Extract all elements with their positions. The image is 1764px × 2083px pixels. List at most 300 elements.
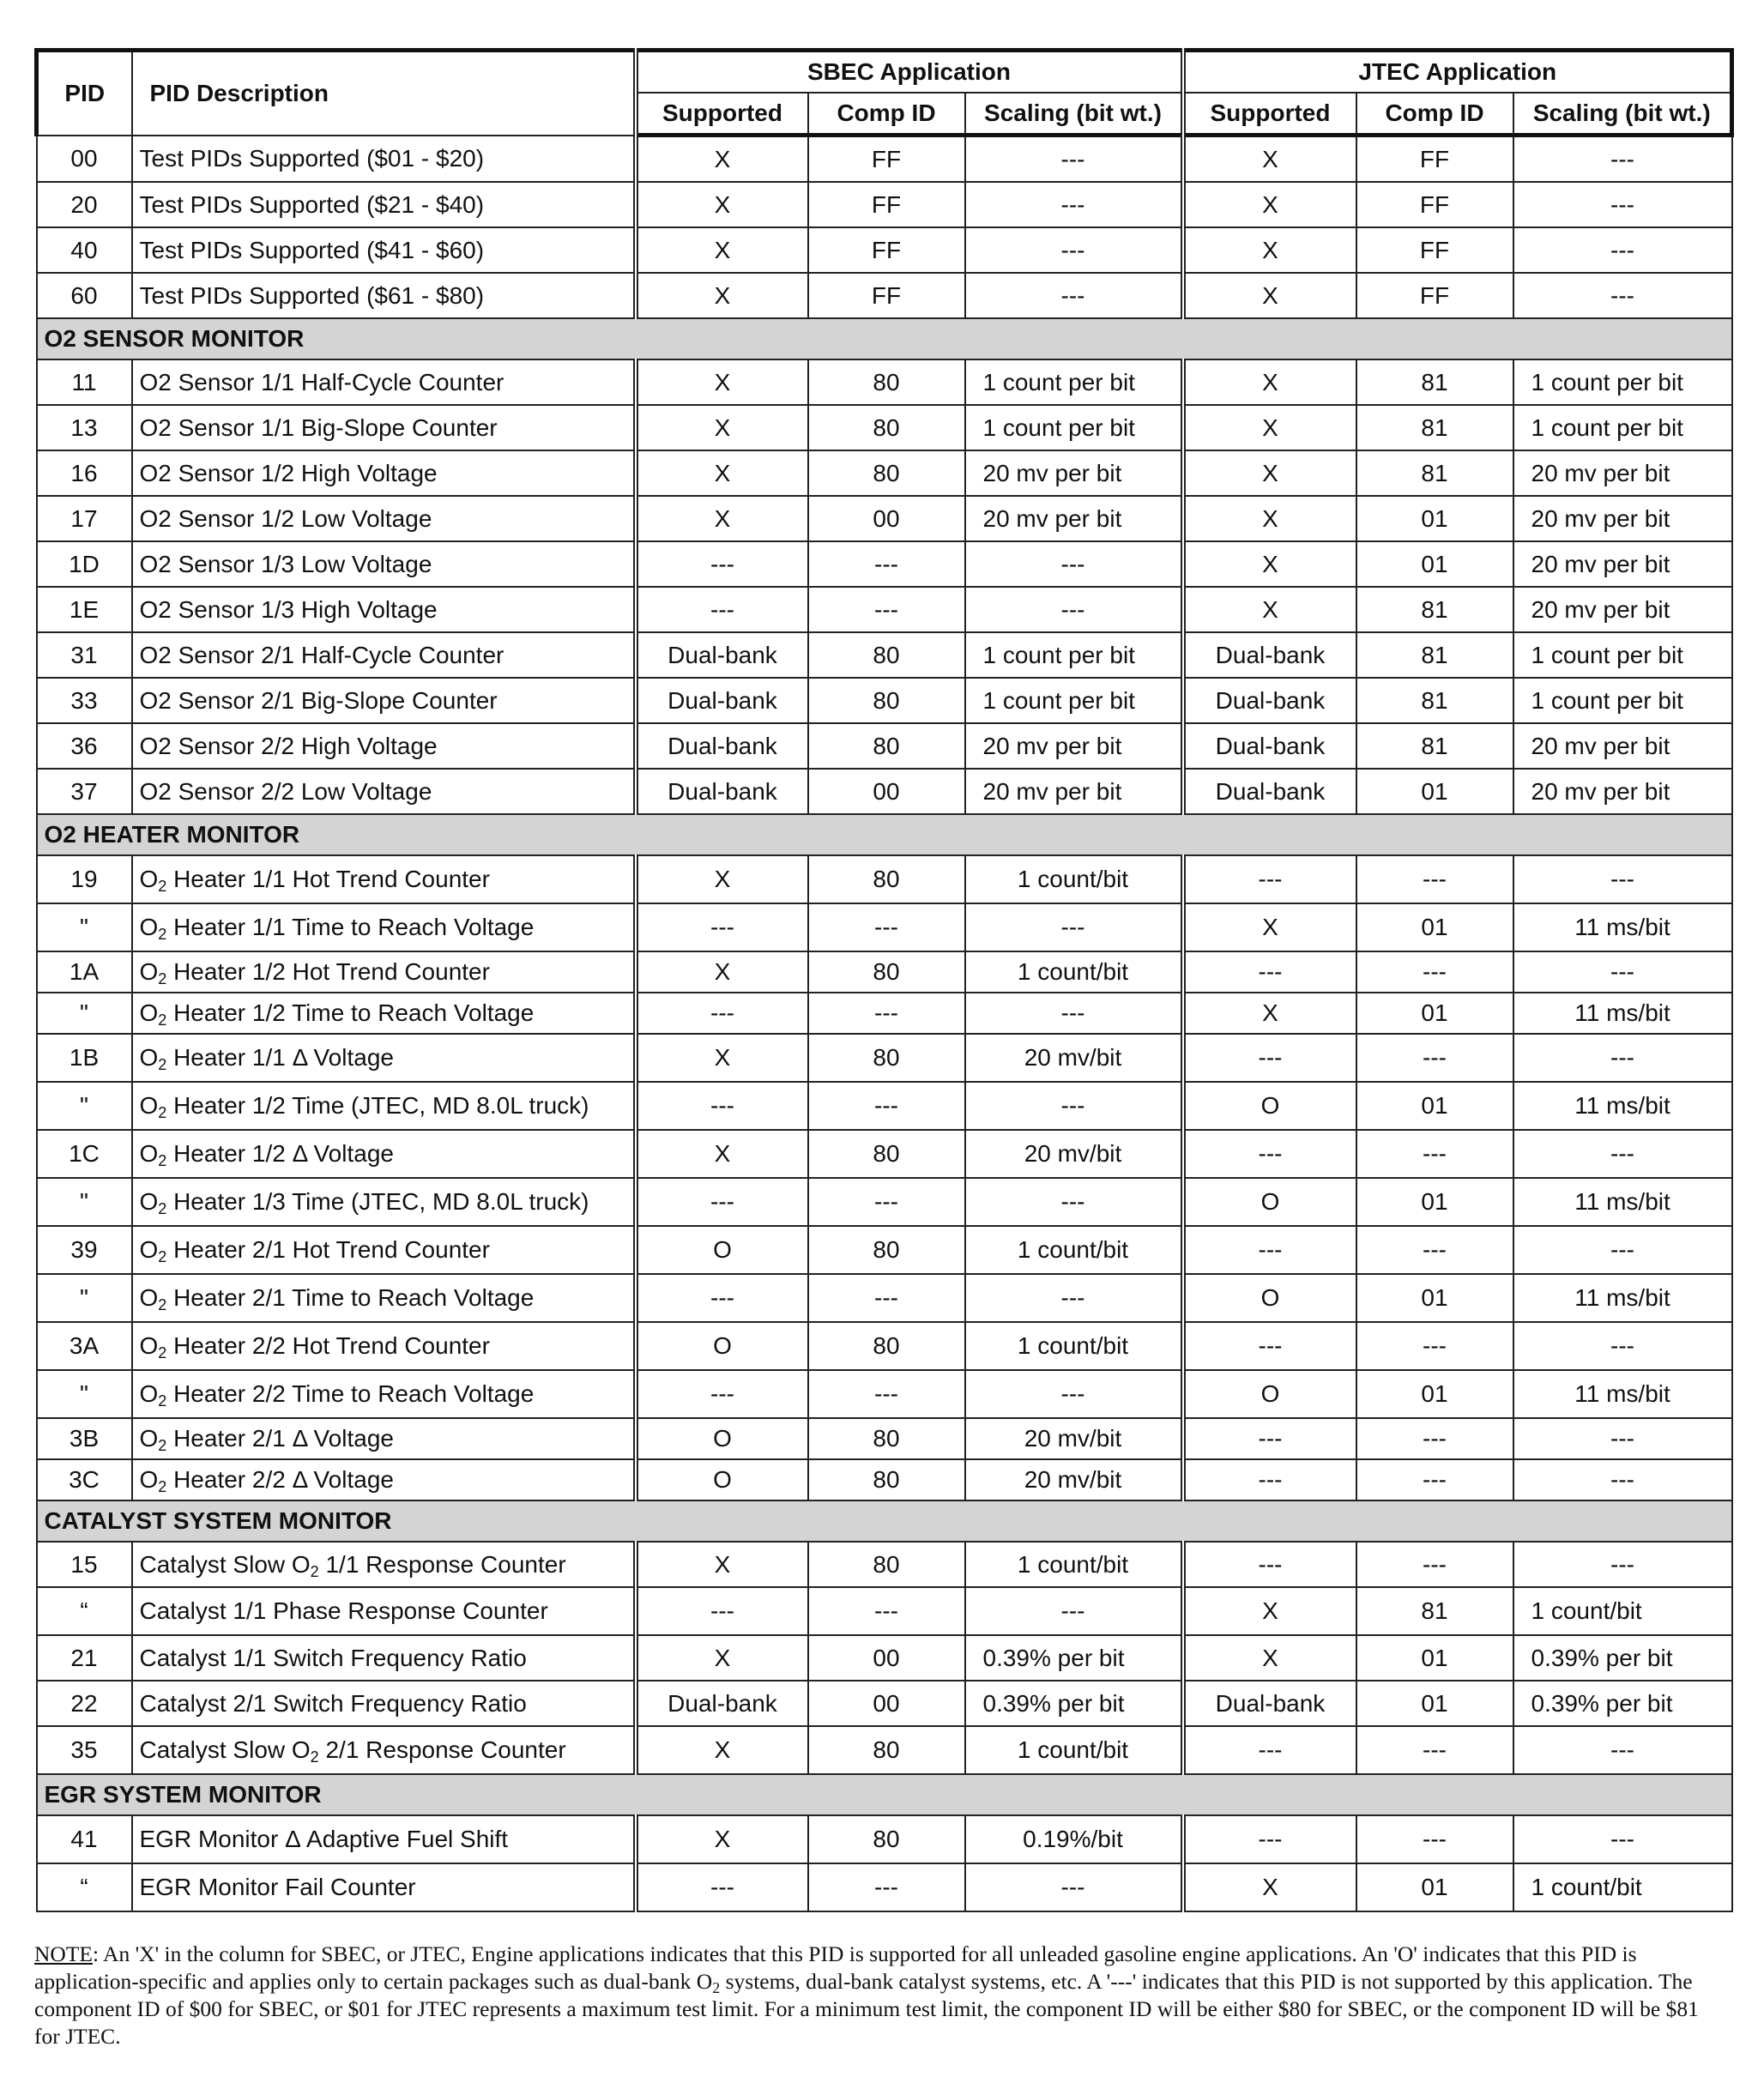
note-text-b: systems, dual-bank catalyst systems, etc. A '---' indicates that this PID is not supported by this application. The component ID of $00 for SBEC, or $01 for JTEC represents a maximum test limit. For a minimum test limit, the component ID will be either $80 for SBEC, or the component ID will be $81 for JTEC. (34, 1969, 1699, 2049)
table-row (37, 227, 1732, 273)
sbec-supported-cell: Dual-bank (636, 769, 808, 814)
jtec-comp-id-cell: --- (1356, 1418, 1513, 1459)
sbec-supported-cell: X (636, 450, 808, 496)
jtec-comp-id-cell: 81 (1356, 723, 1513, 769)
description-subscript: 2 (158, 1248, 167, 1265)
description-subscript: 2 (158, 1478, 167, 1495)
jtec-header: JTEC Application (1183, 51, 1732, 94)
description-suffix: Heater 2/1 Time to Reach Voltage (173, 1284, 535, 1311)
sbec-comp-id-cell: 80 (808, 1322, 965, 1370)
jtec-comp-id-cell: --- (1356, 1542, 1513, 1587)
table-row (37, 359, 1732, 405)
jtec-comp-id-cell: 81 (1356, 678, 1513, 723)
sbec-comp-id-cell: 00 (808, 1681, 965, 1726)
pid-cell: 40 (37, 227, 132, 273)
description-cell (132, 1082, 636, 1130)
note-label: NOTE (34, 1941, 93, 1966)
table-row (37, 1322, 1732, 1370)
jtec-supported-cell: O (1183, 1178, 1356, 1226)
sbec-scaling-cell: --- (965, 1863, 1183, 1911)
jtec-comp-id-cell: 81 (1356, 450, 1513, 496)
pid-cell: 1B (37, 1034, 132, 1082)
jtec-comp-id-cell: 01 (1356, 1635, 1513, 1681)
sbec-scaling-cell: 20 mv per bit (965, 496, 1183, 541)
jtec-scaling-cell: 20 mv per bit (1513, 541, 1732, 587)
table-row (37, 769, 1732, 814)
description-subscript: 2 (158, 1437, 167, 1454)
sbec-supported-cell: X (636, 227, 808, 273)
description-subscript: 2 (158, 1392, 167, 1410)
sbec-scaling-cell: 20 mv/bit (965, 1130, 1183, 1178)
table-row (37, 1082, 1732, 1130)
sbec-scaling-cell: --- (965, 273, 1183, 318)
table-row (37, 1587, 1732, 1635)
sbec-supported-cell: Dual-bank (636, 723, 808, 769)
jtec-comp-id-cell: --- (1356, 1815, 1513, 1863)
sbec-supported-cell: --- (636, 993, 808, 1034)
pid-cell: " (37, 1082, 132, 1130)
pid-cell: " (37, 903, 132, 951)
jtec-comp-id-cell: 01 (1356, 1370, 1513, 1418)
description-cell (132, 1542, 636, 1587)
section-title: O2 SENSOR MONITOR (37, 318, 1732, 359)
pid-cell: 1C (37, 1130, 132, 1178)
sbec-comp-id-cell: 80 (808, 1034, 965, 1082)
jtec-scaling-cell: --- (1513, 1322, 1732, 1370)
sbec-comp-id-cell: FF (808, 182, 965, 227)
jtec-scaling-cell: 0.39% per bit (1513, 1635, 1732, 1681)
section-row (37, 318, 1732, 359)
jtec-supported-cell: --- (1183, 1459, 1356, 1500)
jtec-comp-id-cell: 81 (1356, 587, 1513, 632)
sbec-supported-cell: O (636, 1322, 808, 1370)
table-row (37, 1635, 1732, 1681)
jtec-comp-id-cell: 01 (1356, 1082, 1513, 1130)
sbec-scaling-cell: 1 count/bit (965, 1226, 1183, 1274)
jtec-supported-cell: X (1183, 496, 1356, 541)
jtec-comp-id-cell: --- (1356, 1034, 1513, 1082)
description-cell (132, 1034, 636, 1082)
sbec-scaling-cell: --- (965, 1370, 1183, 1418)
sbec-comp-id-cell: --- (808, 1587, 965, 1635)
sbec-scaling-cell: 1 count per bit (965, 632, 1183, 678)
sbec-comp-id-cell: 80 (808, 1418, 965, 1459)
description-prefix: O (139, 1140, 159, 1167)
jtec-scaling-cell: --- (1513, 1542, 1732, 1587)
description-cell (132, 1178, 636, 1226)
description-suffix: 2/1 Response Counter (325, 1736, 566, 1763)
description-cell (132, 1459, 636, 1500)
table-row (37, 1130, 1732, 1178)
sbec-scaling-cell: --- (965, 541, 1183, 587)
table-row (37, 182, 1732, 227)
sbec-scaling-cell: --- (965, 903, 1183, 951)
sbec-comp-id-cell: 80 (808, 450, 965, 496)
pid-cell: 19 (37, 855, 132, 903)
sbec-scaling-cell: 0.39% per bit (965, 1681, 1183, 1726)
sbec-supported-cell: --- (636, 903, 808, 951)
description-prefix: O (139, 1044, 159, 1071)
sbec-comp-id-cell: --- (808, 587, 965, 632)
jtec-comp-id-cell: 01 (1356, 1274, 1513, 1322)
jtec-scaling-cell: --- (1513, 1130, 1732, 1178)
description-cell: O2 Sensor 2/2 Low Voltage (132, 769, 636, 814)
section-title: EGR SYSTEM MONITOR (37, 1774, 1732, 1815)
sbec-supported-header: Supported (636, 93, 808, 136)
jtec-supported-cell: O (1183, 1082, 1356, 1130)
jtec-scaling-cell: 1 count/bit (1513, 1587, 1732, 1635)
sbec-scaling-cell: 20 mv/bit (965, 1034, 1183, 1082)
jtec-supported-cell: X (1183, 227, 1356, 273)
jtec-comp-id-header: Comp ID (1356, 93, 1513, 136)
jtec-supported-cell: X (1183, 136, 1356, 183)
description-cell (132, 951, 636, 993)
description-subscript: 2 (158, 1200, 167, 1217)
pid-cell: 1A (37, 951, 132, 993)
sbec-scaling-cell: 1 count/bit (965, 1542, 1183, 1587)
sbec-comp-id-cell: 00 (808, 1635, 965, 1681)
note-subscript: 2 (712, 1979, 721, 1996)
description-subscript: 2 (158, 1296, 167, 1313)
jtec-scaling-cell: --- (1513, 1418, 1732, 1459)
sbec-supported-cell: --- (636, 1178, 808, 1226)
table-row (37, 993, 1732, 1034)
jtec-supported-cell: Dual-bank (1183, 1681, 1356, 1726)
sbec-comp-id-cell: 80 (808, 1542, 965, 1587)
sbec-supported-cell: X (636, 1726, 808, 1774)
jtec-comp-id-cell: --- (1356, 1322, 1513, 1370)
description-prefix: O (139, 866, 159, 892)
sbec-comp-id-cell: 80 (808, 1226, 965, 1274)
jtec-scaling-cell: 11 ms/bit (1513, 1178, 1732, 1226)
description-suffix: Heater 1/3 Time (JTEC, MD 8.0L truck) (173, 1188, 589, 1215)
sbec-scaling-cell: --- (965, 1587, 1183, 1635)
description-subscript: 2 (158, 1152, 167, 1169)
pid-cell: 31 (37, 632, 132, 678)
description-suffix: Heater 2/2 Hot Trend Counter (173, 1332, 490, 1359)
description-prefix: O (139, 958, 159, 985)
sbec-supported-cell: Dual-bank (636, 678, 808, 723)
sbec-supported-cell: X (636, 1034, 808, 1082)
jtec-supported-cell: X (1183, 273, 1356, 318)
description-cell (132, 1322, 636, 1370)
jtec-supported-cell: --- (1183, 1418, 1356, 1459)
sbec-supported-cell: Dual-bank (636, 632, 808, 678)
jtec-supported-cell: X (1183, 1635, 1356, 1681)
table-row (37, 1863, 1732, 1911)
sbec-supported-cell: X (636, 1635, 808, 1681)
pid-cell: 1E (37, 587, 132, 632)
table-row (37, 1542, 1732, 1587)
description-suffix: Heater 2/2 Time to Reach Voltage (173, 1380, 535, 1407)
jtec-scaling-cell: 20 mv per bit (1513, 450, 1732, 496)
table-row (37, 723, 1732, 769)
jtec-comp-id-cell: 81 (1356, 405, 1513, 450)
sbec-comp-id-cell: 80 (808, 405, 965, 450)
table-row (37, 450, 1732, 496)
sbec-scaling-cell: 0.39% per bit (965, 1635, 1183, 1681)
table-row (37, 273, 1732, 318)
description-cell: Catalyst 1/1 Switch Frequency Ratio (132, 1635, 636, 1681)
pid-cell: 39 (37, 1226, 132, 1274)
table-row (37, 855, 1732, 903)
pid-cell: 41 (37, 1815, 132, 1863)
description-cell (132, 903, 636, 951)
sbec-comp-id-cell: 80 (808, 1726, 965, 1774)
jtec-comp-id-cell: --- (1356, 951, 1513, 993)
pid-cell: 33 (37, 678, 132, 723)
sbec-comp-id-cell: --- (808, 993, 965, 1034)
sbec-comp-id-cell: --- (808, 903, 965, 951)
description-cell (132, 1130, 636, 1178)
sbec-scaling-cell: --- (965, 136, 1183, 183)
jtec-comp-id-cell: 01 (1356, 993, 1513, 1034)
jtec-supported-cell: --- (1183, 1322, 1356, 1370)
pid-table-body (37, 136, 1732, 1912)
jtec-comp-id-cell: 01 (1356, 769, 1513, 814)
pid-cell: 3A (37, 1322, 132, 1370)
description-prefix: O (139, 1284, 159, 1311)
pid-cell: " (37, 993, 132, 1034)
description-cell (132, 1418, 636, 1459)
sbec-supported-cell: X (636, 1130, 808, 1178)
jtec-supported-cell: Dual-bank (1183, 678, 1356, 723)
sbec-scaling-cell: --- (965, 587, 1183, 632)
sbec-supported-cell: X (636, 951, 808, 993)
sbec-supported-cell: O (636, 1226, 808, 1274)
table-row (37, 1681, 1732, 1726)
pid-cell: 13 (37, 405, 132, 450)
jtec-scaling-cell: --- (1513, 1815, 1732, 1863)
description-prefix: O (139, 1425, 159, 1452)
description-subscript: 2 (158, 1011, 167, 1029)
jtec-scaling-header: Scaling (bit wt.) (1513, 93, 1732, 136)
jtec-comp-id-cell: --- (1356, 1226, 1513, 1274)
description-cell: Test PIDs Supported ($01 - $20) (132, 136, 636, 183)
sbec-comp-id-cell: 80 (808, 1459, 965, 1500)
description-cell: O2 Sensor 1/3 High Voltage (132, 587, 636, 632)
description-prefix: O (139, 1332, 159, 1359)
jtec-supported-cell: X (1183, 450, 1356, 496)
jtec-supported-cell: Dual-bank (1183, 632, 1356, 678)
jtec-supported-cell: X (1183, 405, 1356, 450)
description-cell: EGR Monitor Δ Adaptive Fuel Shift (132, 1815, 636, 1863)
pid-cell: 37 (37, 769, 132, 814)
description-suffix: Heater 1/2 Δ Voltage (173, 1140, 394, 1167)
sbec-supported-cell: X (636, 182, 808, 227)
description-suffix: Heater 1/2 Time (JTEC, MD 8.0L truck) (173, 1092, 589, 1119)
pid-cell: “ (37, 1587, 132, 1635)
table-row (37, 1726, 1732, 1774)
jtec-supported-cell: --- (1183, 1226, 1356, 1274)
jtec-comp-id-cell: FF (1356, 273, 1513, 318)
pid-cell: 3B (37, 1418, 132, 1459)
pid-cell: " (37, 1274, 132, 1322)
jtec-supported-cell: X (1183, 993, 1356, 1034)
sbec-comp-id-cell: --- (808, 541, 965, 587)
jtec-scaling-cell: 0.39% per bit (1513, 1681, 1732, 1726)
table-row (37, 587, 1732, 632)
section-row (37, 1500, 1732, 1542)
sbec-supported-cell: X (636, 273, 808, 318)
table-row (37, 1034, 1732, 1082)
jtec-scaling-cell: --- (1513, 1034, 1732, 1082)
jtec-scaling-cell: 11 ms/bit (1513, 1082, 1732, 1130)
description-prefix: O (139, 1236, 159, 1263)
jtec-comp-id-cell: 01 (1356, 903, 1513, 951)
sbec-comp-id-cell: 80 (808, 678, 965, 723)
description-suffix: Heater 1/1 Time to Reach Voltage (173, 914, 535, 940)
description-cell: O2 Sensor 2/1 Half-Cycle Counter (132, 632, 636, 678)
jtec-supported-cell: X (1183, 1863, 1356, 1911)
jtec-scaling-cell: 20 mv per bit (1513, 723, 1732, 769)
sbec-comp-id-cell: FF (808, 227, 965, 273)
sbec-scaling-cell: --- (965, 1274, 1183, 1322)
sbec-comp-id-cell: 80 (808, 855, 965, 903)
description-subscript: 2 (310, 1562, 319, 1580)
table-row (37, 541, 1732, 587)
jtec-scaling-cell: 11 ms/bit (1513, 993, 1732, 1034)
description-prefix: O (139, 1188, 159, 1215)
pid-cell: 3C (37, 1459, 132, 1500)
jtec-supported-cell: X (1183, 587, 1356, 632)
table-row (37, 1459, 1732, 1500)
table-row (37, 1418, 1732, 1459)
jtec-supported-cell: X (1183, 1587, 1356, 1635)
jtec-supported-cell: X (1183, 182, 1356, 227)
description-subscript: 2 (310, 1748, 319, 1766)
sbec-scaling-cell: 0.19%/bit (965, 1815, 1183, 1863)
description-suffix: Heater 2/2 Δ Voltage (173, 1466, 394, 1493)
sbec-supported-cell: X (636, 1542, 808, 1587)
jtec-supported-cell: O (1183, 1274, 1356, 1322)
jtec-supported-header: Supported (1183, 93, 1356, 136)
description-cell: O2 Sensor 2/1 Big-Slope Counter (132, 678, 636, 723)
description-cell (132, 1370, 636, 1418)
pid-cell: 22 (37, 1681, 132, 1726)
pid-cell: 35 (37, 1726, 132, 1774)
pid-cell: " (37, 1178, 132, 1226)
section-title: CATALYST SYSTEM MONITOR (37, 1500, 1732, 1542)
sbec-comp-id-cell: --- (808, 1863, 965, 1911)
description-cell: O2 Sensor 1/3 Low Voltage (132, 541, 636, 587)
jtec-supported-cell: O (1183, 1370, 1356, 1418)
table-row (37, 678, 1732, 723)
jtec-comp-id-cell: 01 (1356, 496, 1513, 541)
jtec-scaling-cell: --- (1513, 182, 1732, 227)
description-suffix: Heater 1/2 Hot Trend Counter (173, 958, 490, 985)
description-cell: O2 Sensor 1/1 Big-Slope Counter (132, 405, 636, 450)
description-cell: Test PIDs Supported ($41 - $60) (132, 227, 636, 273)
jtec-scaling-cell: --- (1513, 1226, 1732, 1274)
description-subscript: 2 (158, 1344, 167, 1361)
jtec-scaling-cell: 20 mv per bit (1513, 769, 1732, 814)
table-row (37, 136, 1732, 183)
sbec-scaling-cell: --- (965, 1082, 1183, 1130)
description-cell: EGR Monitor Fail Counter (132, 1863, 636, 1911)
description-cell: O2 Sensor 2/2 High Voltage (132, 723, 636, 769)
sbec-comp-id-cell: --- (808, 1274, 965, 1322)
pid-cell: 15 (37, 1542, 132, 1587)
sbec-supported-cell: X (636, 359, 808, 405)
description-subscript: 2 (158, 1056, 167, 1073)
jtec-comp-id-cell: FF (1356, 136, 1513, 183)
description-cell: O2 Sensor 1/1 Half-Cycle Counter (132, 359, 636, 405)
jtec-scaling-cell: --- (1513, 951, 1732, 993)
sbec-comp-id-cell: --- (808, 1178, 965, 1226)
description-cell (132, 855, 636, 903)
jtec-comp-id-cell: --- (1356, 1130, 1513, 1178)
note-text-a: : An 'X' in the column for SBEC, or JTEC, Engine applications indicates that this PID is supported for all unleaded gasoline engine applications. An 'O' indicates that this PID is application-specific and applies only to certain packages such as dual-bank O (34, 1941, 1637, 1994)
sbec-supported-cell: O (636, 1418, 808, 1459)
sbec-scaling-cell: --- (965, 182, 1183, 227)
jtec-scaling-cell: 20 mv per bit (1513, 496, 1732, 541)
pid-cell: “ (37, 1863, 132, 1911)
description-cell: Catalyst 1/1 Phase Response Counter (132, 1587, 636, 1635)
jtec-scaling-cell: 20 mv per bit (1513, 587, 1732, 632)
description-suffix: Heater 2/1 Hot Trend Counter (173, 1236, 490, 1263)
sbec-scaling-cell: 1 count/bit (965, 951, 1183, 993)
description-suffix: Heater 1/2 Time to Reach Voltage (173, 999, 535, 1026)
sbec-scaling-cell: 1 count/bit (965, 1726, 1183, 1774)
jtec-supported-cell: Dual-bank (1183, 769, 1356, 814)
sbec-header: SBEC Application (636, 51, 1183, 94)
table-row (37, 496, 1732, 541)
pid-cell: " (37, 1370, 132, 1418)
jtec-scaling-cell: 1 count per bit (1513, 632, 1732, 678)
table-row (37, 1274, 1732, 1322)
jtec-scaling-cell: --- (1513, 136, 1732, 183)
jtec-comp-id-cell: 01 (1356, 541, 1513, 587)
table-row (37, 951, 1732, 993)
description-prefix: Catalyst Slow O (139, 1550, 311, 1578)
sbec-comp-id-cell: 80 (808, 723, 965, 769)
jtec-comp-id-cell: --- (1356, 855, 1513, 903)
jtec-supported-cell: --- (1183, 1542, 1356, 1587)
jtec-scaling-cell: 1 count/bit (1513, 1863, 1732, 1911)
sbec-scaling-cell: 1 count/bit (965, 1322, 1183, 1370)
jtec-scaling-cell: --- (1513, 1459, 1732, 1500)
sbec-supported-cell: --- (636, 587, 808, 632)
jtec-comp-id-cell: FF (1356, 227, 1513, 273)
description-cell: Test PIDs Supported ($21 - $40) (132, 182, 636, 227)
jtec-comp-id-cell: 81 (1356, 632, 1513, 678)
jtec-scaling-cell: 11 ms/bit (1513, 903, 1732, 951)
jtec-scaling-cell: 1 count per bit (1513, 405, 1732, 450)
description-cell (132, 1226, 636, 1274)
table-row (37, 1226, 1732, 1274)
description-cell (132, 1726, 636, 1774)
table-row (37, 1815, 1732, 1863)
jtec-supported-cell: X (1183, 903, 1356, 951)
jtec-supported-cell: --- (1183, 855, 1356, 903)
sbec-comp-id-cell: 80 (808, 632, 965, 678)
sbec-comp-id-cell: 00 (808, 496, 965, 541)
description-suffix: Heater 2/1 Δ Voltage (173, 1425, 394, 1452)
jtec-scaling-cell: --- (1513, 227, 1732, 273)
jtec-supported-cell: --- (1183, 951, 1356, 993)
sbec-scaling-header: Scaling (bit wt.) (965, 93, 1183, 136)
pid-cell: 17 (37, 496, 132, 541)
jtec-supported-cell: --- (1183, 1130, 1356, 1178)
jtec-comp-id-cell: 81 (1356, 1587, 1513, 1635)
pid-header: PID (37, 51, 132, 136)
jtec-supported-cell: Dual-bank (1183, 723, 1356, 769)
description-prefix: Catalyst Slow O (139, 1736, 311, 1763)
jtec-supported-cell: X (1183, 541, 1356, 587)
section-row (37, 1774, 1732, 1815)
section-title: O2 HEATER MONITOR (37, 814, 1732, 855)
